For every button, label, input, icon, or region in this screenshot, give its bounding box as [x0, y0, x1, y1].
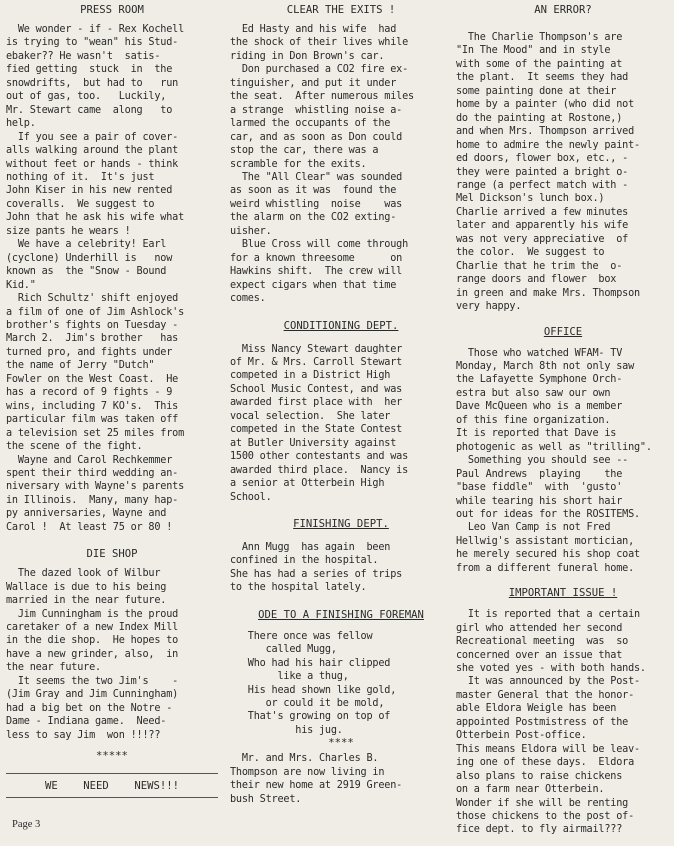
column-right: [456, 0, 670, 837]
paragraph-leo-van-camp: Leo Van Camp is not Fred Hellwig's assistant mortician, he merely secured his shop coat from a different funeral home.: [456, 522, 640, 574]
column-middle: [230, 0, 452, 806]
office-heading: OFFICE: [543, 325, 583, 338]
finishing-dept-heading: FINISHING DEPT.: [293, 517, 389, 530]
section-stars: ****: [328, 737, 354, 750]
conditioning-dept-heading: CONDITIONING DEPT.: [283, 319, 399, 332]
divider-line: [6, 797, 218, 798]
paragraph-eldora-weigle: It was announced by the Post- master General that the honor- able Eldora Weigle has been appointed Postmistress of the Otterbein Post-office. This means Eldora will be leav- ing one of these days. Eldora also plans to raise chickens on a farm near Otterbein. Wonder if she will be renting those chickens to the post of- fice dept. to fly airmail???: [456, 676, 640, 836]
section-stars: *****: [96, 750, 128, 763]
paragraph-recreational-meeting: It is reported that a certain girl who attended her second Recreational meeting was so concerned over an issue that she voted yes - with both hands.: [456, 609, 646, 675]
paragraph-charlie-thompson: The Charlie Thompson's are "In The Mood" and in style with some of the painting at the plant. It seems they had some painting done at their home by a painter (who did not do the painting at Rostone,) and when Mrs. Thompson arrived home to admire the newly paint- ed doors, flower box, etc., - they were painted a bright o- range (a perfect match with - Mel Dickson's lunch box.) Charlie arrived a few minutes later and apparently his wife was not very appreciative of the color. We suggest to Charlie that he trim the o- range doors and flower box in green and make Mrs. Thompson very happy.: [456, 32, 640, 313]
an-error-heading: AN ERROR?: [534, 4, 592, 16]
we-need-news-footer: WE NEED NEWS!!!: [45, 780, 179, 793]
paragraph-wilbur-wallace: The dazed look of Wilbur Wallace is due to his being married in the near future.: [6, 568, 167, 607]
paragraph-two-jims: It seems the two Jim's - (Jim Gray and Jim Cunningham) had a big bet on the Notre - Dame - Indiana game. Need- less to say Jim won !!!??: [6, 675, 179, 741]
paragraph-earl-underhill: We have a celebrity! Earl (cyclone) Underhill is now known as the "Snow - Bound Kid.": [6, 239, 173, 291]
important-issue-heading: IMPORTANT ISSUE !: [508, 587, 618, 600]
die-shop-heading: DIE SHOP: [86, 548, 138, 561]
paragraph-jim-cunningham: Jim Cunningham is the proud caretaker of a new Index Mill in the die shop. He hopes to have a new grinder, also, in the near future.: [6, 608, 179, 674]
paragraph-thompson-home: Mr. and Mrs. Charles B. Thompson are now living in their new home at 2919 Green- bush Street.: [230, 753, 403, 805]
ode-poem: There once was fellow called Mugg, Who had his hair clipped like a thug, His head shown like gold, or could it be mold, That's growing on top of his jug.: [247, 630, 397, 736]
divider-line: [6, 773, 218, 774]
paragraph-don-brown: Don purchased a CO2 fire ex- tinguisher, and put it under the seat. After numerous miles a strange whistling noise a- larmed the occupants of the car, and as soon as Don could stop the car, there was a scramble for the exits.: [230, 64, 414, 170]
clear-the-exits-heading: CLEAR THE EXITS !: [286, 4, 396, 16]
paragraph-wfam-tv: Those who watched WFAM- TV Monday, March 8th not only saw the Lafayette Symphone Orch- estra but also saw our own Dave McQueen who is a member of this fine organization. It is reported that Dave is photogenic as well as "trilling".: [456, 347, 652, 453]
paragraph-rich-schultz: Rich Schultz' shift enjoyed a film of one of Jim Ashlock's brother's fights on Tuesday - March 2. Jim's brother has turned pro, and fights under the name of Jerry "Dutch" Fowler on the West Coast. He has a record of 9 fights - 9 wins, including 7 KO's. This particular film was taken off a television set 25 miles from the scene of the fight.: [6, 293, 185, 453]
paragraph-paul-andrews: Something you should see -- Paul Andrews playing the "base fiddle" with 'gusto' while tearing his short hair out for ideas for the ROSITEMS.: [456, 455, 640, 520]
paragraph-rex-kochell: We wonder - if - Rex Kochell is trying to "wean" his Stud- ebaker?? He wasn't satis- fied getting stuck in the snowdrifts, but had to run out of gas, too. Luckily, Mr. Stewart came along to help.: [6, 24, 185, 130]
paragraph-ann-mugg: Ann Mugg has again been confined in the hospital. She has had a series of trips to the hospital lately.: [230, 541, 403, 594]
paragraph-all-clear: The "All Clear" was sounded as soon as it was found the weird whistling noise was the alarm on the CO2 exting- uisher.: [230, 171, 403, 237]
paragraph-blue-cross: Blue Cross will come through for a known threesome on Hawkins shift. The crew will expect cigars when that time comes.: [230, 239, 409, 305]
ode-heading: ODE TO A FINISHING FOREMAN: [258, 608, 424, 621]
paragraph-john-kiser: If you see a pair of cover- alls walking around the plant without feet or hands - think nothing of it. It's just John Kiser in his new rented coveralls. We suggest to John that he ask his wife what size pants he wears !: [6, 131, 185, 237]
paragraph-rechkemmer: Wayne and Carol Rechkemmer spent their third wedding an- niversary with Wayne's parents in Illinois. Many, many hap- py anniversaries, Wayne and Carol ! At least 75 or 80 !: [6, 454, 185, 533]
column-left: [6, 0, 218, 798]
press-room-heading: PRESS ROOM: [80, 4, 144, 16]
page-number: Page 3: [12, 819, 41, 830]
paragraph-ed-hasty: Ed Hasty and his wife had the shock of their lives while riding in Don Brown's car.: [230, 24, 409, 62]
paragraph-nancy-stewart: Miss Nancy Stewart daughter of Mr. & Mrs. Carroll Stewart competed in a District High School Music Contest, and was awarded first place with her vocal selection. She later competed in the State Contest at Butler University against 1500 other contestants and was awarded third place. Nancy is a senior at Otterbein High School.: [230, 343, 409, 503]
